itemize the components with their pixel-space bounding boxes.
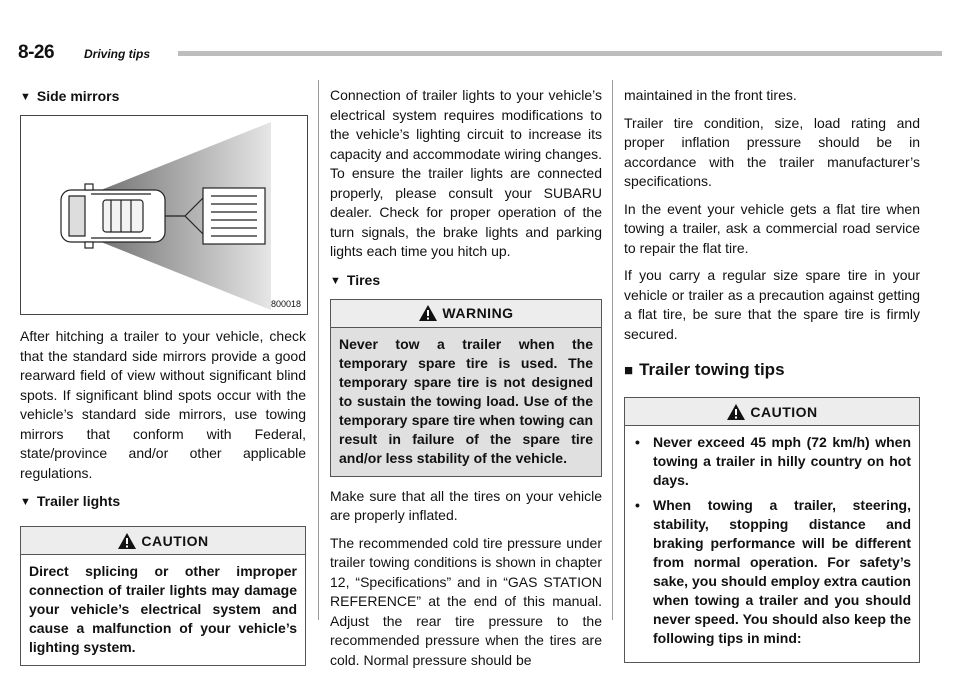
bullet-icon: • <box>635 434 640 450</box>
warning-triangle-icon <box>117 532 137 550</box>
column-1 <box>20 86 306 666</box>
lights-caution-box <box>20 526 306 666</box>
towing-caution-box <box>624 397 920 663</box>
page-header <box>18 42 942 64</box>
mirror-view-figure <box>20 115 308 315</box>
warning-text: Never tow a trailer when the temporary spare tire is used. The temporary spare tire is not designed to sustain the towing load. Use of the temporary spare tire when towing can result in failure of the spare tire and/or less stability of the vehicle. <box>331 328 601 476</box>
list-item: • When towing a trailer, steering, stability, stopping distance and braking performance will be different from normal operation. For safety’s sake, you should employ extra caution when towing a trailer and you should never speed. You should also keep the following tips in mind: <box>635 497 911 646</box>
column-2 <box>330 86 602 670</box>
caution-bullet-list <box>625 426 919 662</box>
tires-warning-box <box>330 299 602 477</box>
towing-tips-title: ■ Trailer towing tips <box>624 360 785 379</box>
lights-paragraph: Connection of trailer lights to your vehicle’s electrical system requires modifications to the vehicle’s lighting circuit to increase its capacity and accommodate wiring changes. To ensure the trailer lights are connected properly, please consult your SUBARU dealer. Check for proper operation of the turn signals, the brake lights and parking lights each time you hitch up. <box>330 87 602 259</box>
bullet-icon: • <box>635 497 640 513</box>
list-item: • Never exceed 45 mph (72 km/h) when towing a trailer in hilly country on hot days. <box>635 434 911 488</box>
pressure-paragraph: The recommended cold tire pressure under trailer towing conditions is shown in chapter 12, “Specifications” and in “GAS STATION REFERENCE” at the end of this manual. Adjust the rear tire pressure to the recommended pressure when the tires are cold. Normal pressure should be <box>330 534 602 668</box>
header-rule <box>178 51 942 56</box>
caution-header <box>21 527 305 555</box>
page-number: 8-26 <box>18 42 55 63</box>
figure-code: 800018 <box>270 299 301 309</box>
section-name: Driving tips <box>84 47 151 61</box>
flat-tire-paragraph: In the event your vehicle gets a flat tire when towing a trailer, ask a commercial road service to repair the flat tire. <box>624 200 920 256</box>
heading-marker-icon: ▼ <box>330 274 341 287</box>
warning-triangle-icon <box>418 304 438 322</box>
trailer-lights-heading: ▼ Trailer lights <box>20 493 121 509</box>
caution-label: CAUTION <box>750 403 818 420</box>
heading-marker-icon: ▼ <box>20 91 31 103</box>
warning-triangle-icon <box>726 403 746 421</box>
column-divider-2 <box>612 80 613 620</box>
tire-size-paragraph: Trailer tire condition, size, load rating and proper inflation pressure should be in accordance with the trailer manufacturer’s specifications. <box>624 114 920 189</box>
car-icon <box>61 184 165 248</box>
spare-tire-paragraph: If you carry a regular size spare tire in your vehicle or trailer as a precaution against getting a flat tire, be sure that the spare tire is firmly secured. <box>624 267 920 342</box>
section-marker-icon: ■ <box>624 362 634 379</box>
tires-heading: ▼ Tires <box>330 271 381 288</box>
side-mirrors-heading: ▼ Side mirrors <box>20 88 120 104</box>
trailer-icon <box>203 188 265 244</box>
caution-header <box>625 398 919 426</box>
continued-paragraph: maintained in the front tires. <box>624 87 797 103</box>
heading-marker-icon: ▼ <box>20 496 31 508</box>
inflation-paragraph: Make sure that all the tires on your vehicle are properly inflated. <box>330 487 602 523</box>
mirrors-paragraph: After hitching a trailer to your vehicle, check that the standard side mirrors provide a good rearward field of view without significant blind spots. If significant blind spots occur with the vehicle’s standard side mirrors, use towing mirrors that conform with Federal, state/province and/or other applicable regulations. <box>20 328 306 481</box>
column-3 <box>624 86 920 663</box>
warning-header <box>331 300 601 328</box>
caution-text: Direct splicing or other improper connection of trailer lights may damage your vehicle’s electrical system and cause a malfunction of your vehicle’s lighting system. <box>29 563 297 655</box>
column-divider-1 <box>318 80 319 620</box>
mirror-field-illustration <box>21 116 308 315</box>
caution-label: CAUTION <box>141 532 209 549</box>
warning-label: WARNING <box>442 305 514 321</box>
